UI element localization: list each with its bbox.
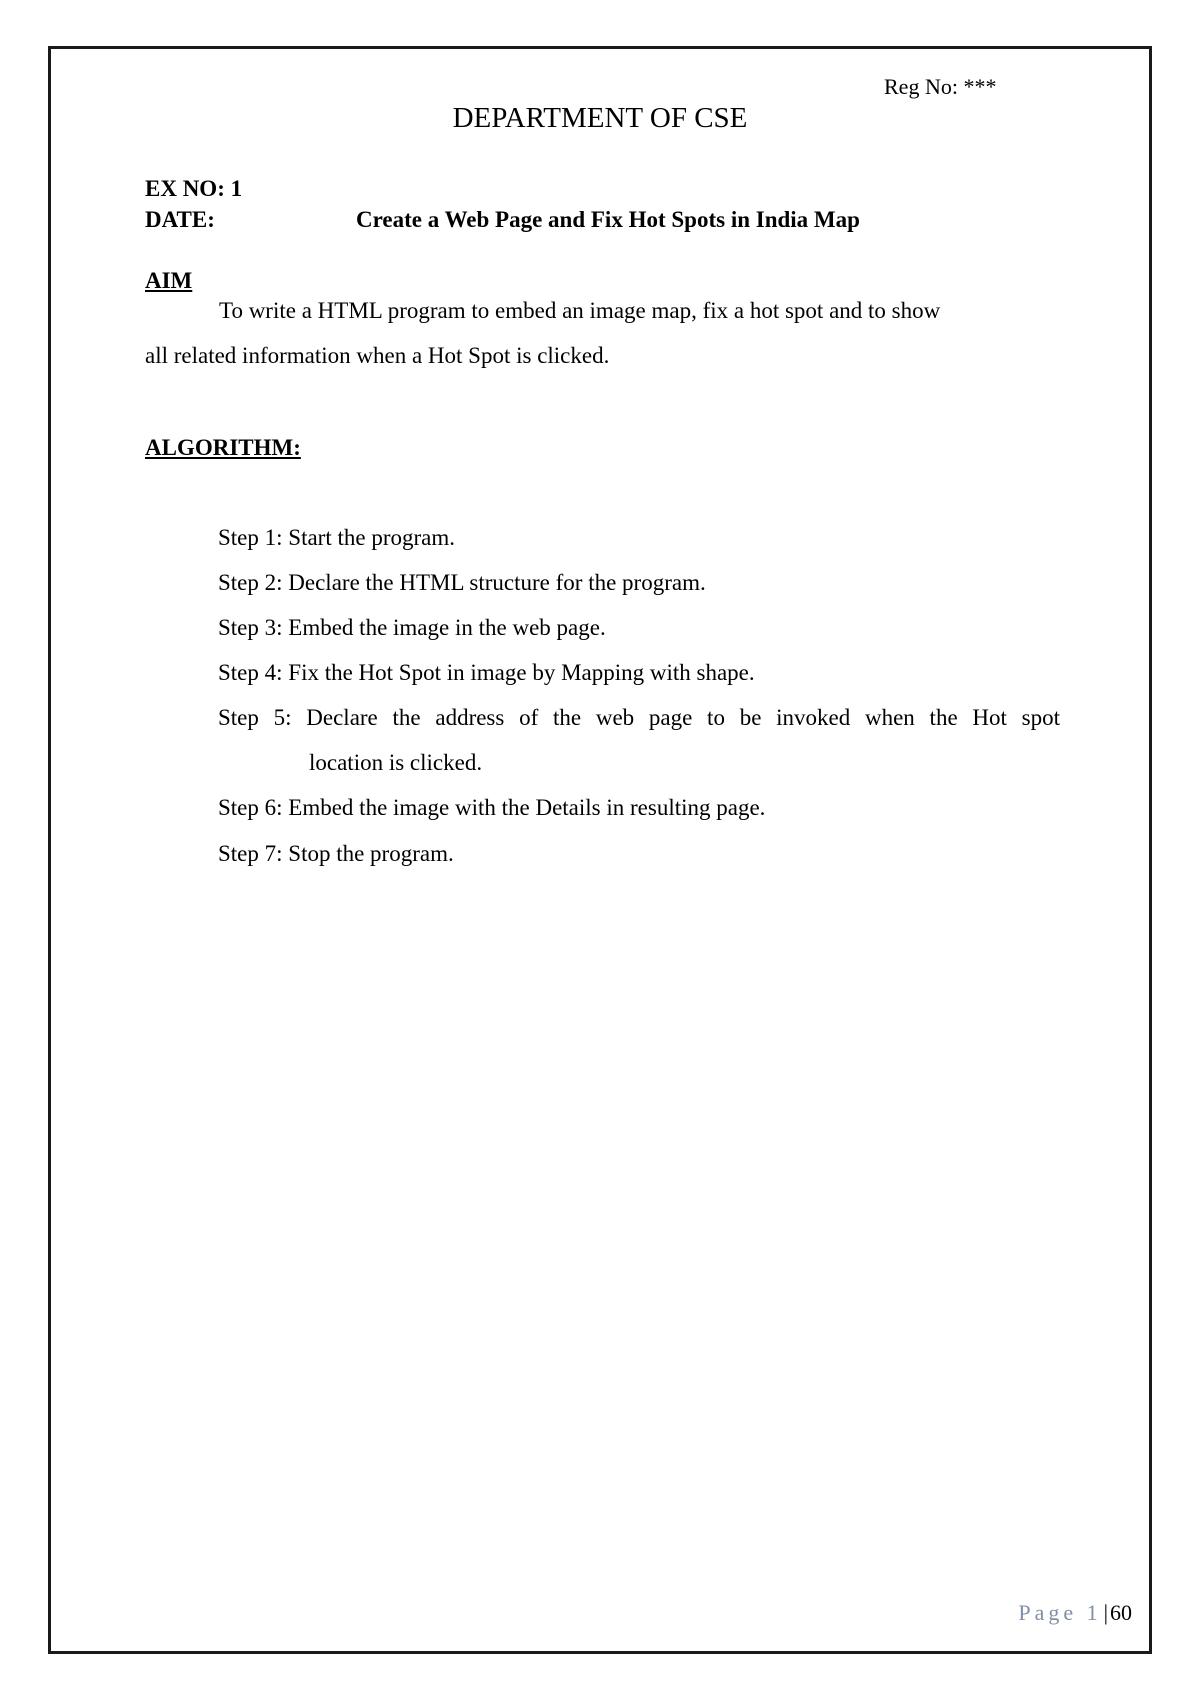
algorithm-step-3: Step 3: Embed the image in the web page. xyxy=(218,615,606,640)
page-label: Page 1 xyxy=(1018,1600,1102,1625)
reg-no: Reg No: *** xyxy=(884,74,997,99)
algorithm-step-4: Step 4: Fix the Hot Spot in image by Mapping with shape. xyxy=(218,660,755,685)
exercise-number: EX NO: 1 xyxy=(145,176,243,201)
aim-text-line-2: all related information when a Hot Spot is clicked. xyxy=(145,343,610,368)
experiment-title: Create a Web Page and Fix Hot Spots in India Map xyxy=(356,207,860,232)
date-label: DATE: xyxy=(145,207,215,232)
algorithm-step-7: Step 7: Stop the program. xyxy=(218,841,454,866)
page-number-footer xyxy=(1018,1600,1132,1626)
algorithm-step-2: Step 2: Declare the HTML structure for the program. xyxy=(218,570,706,595)
algorithm-step-5: Step 5: Declare the address of the web page to be invoked when the Hot spot xyxy=(218,705,1060,730)
page-border xyxy=(48,46,1152,1654)
aim-heading: AIM xyxy=(145,268,193,293)
page-total: 60 xyxy=(1110,1600,1132,1625)
algorithm-step-6: Step 6: Embed the image with the Details in resulting page. xyxy=(218,795,766,820)
aim-text-line-1: To write a HTML program to embed an image map, fix a hot spot and to show xyxy=(219,298,941,323)
algorithm-step-1: Step 1: Start the program. xyxy=(218,525,455,550)
department-title: DEPARTMENT OF CSE xyxy=(452,102,748,134)
algorithm-step-5-continuation: location is clicked. xyxy=(309,750,483,775)
page-separator: | xyxy=(1103,1600,1108,1625)
algorithm-heading: ALGORITHM: xyxy=(145,435,301,460)
